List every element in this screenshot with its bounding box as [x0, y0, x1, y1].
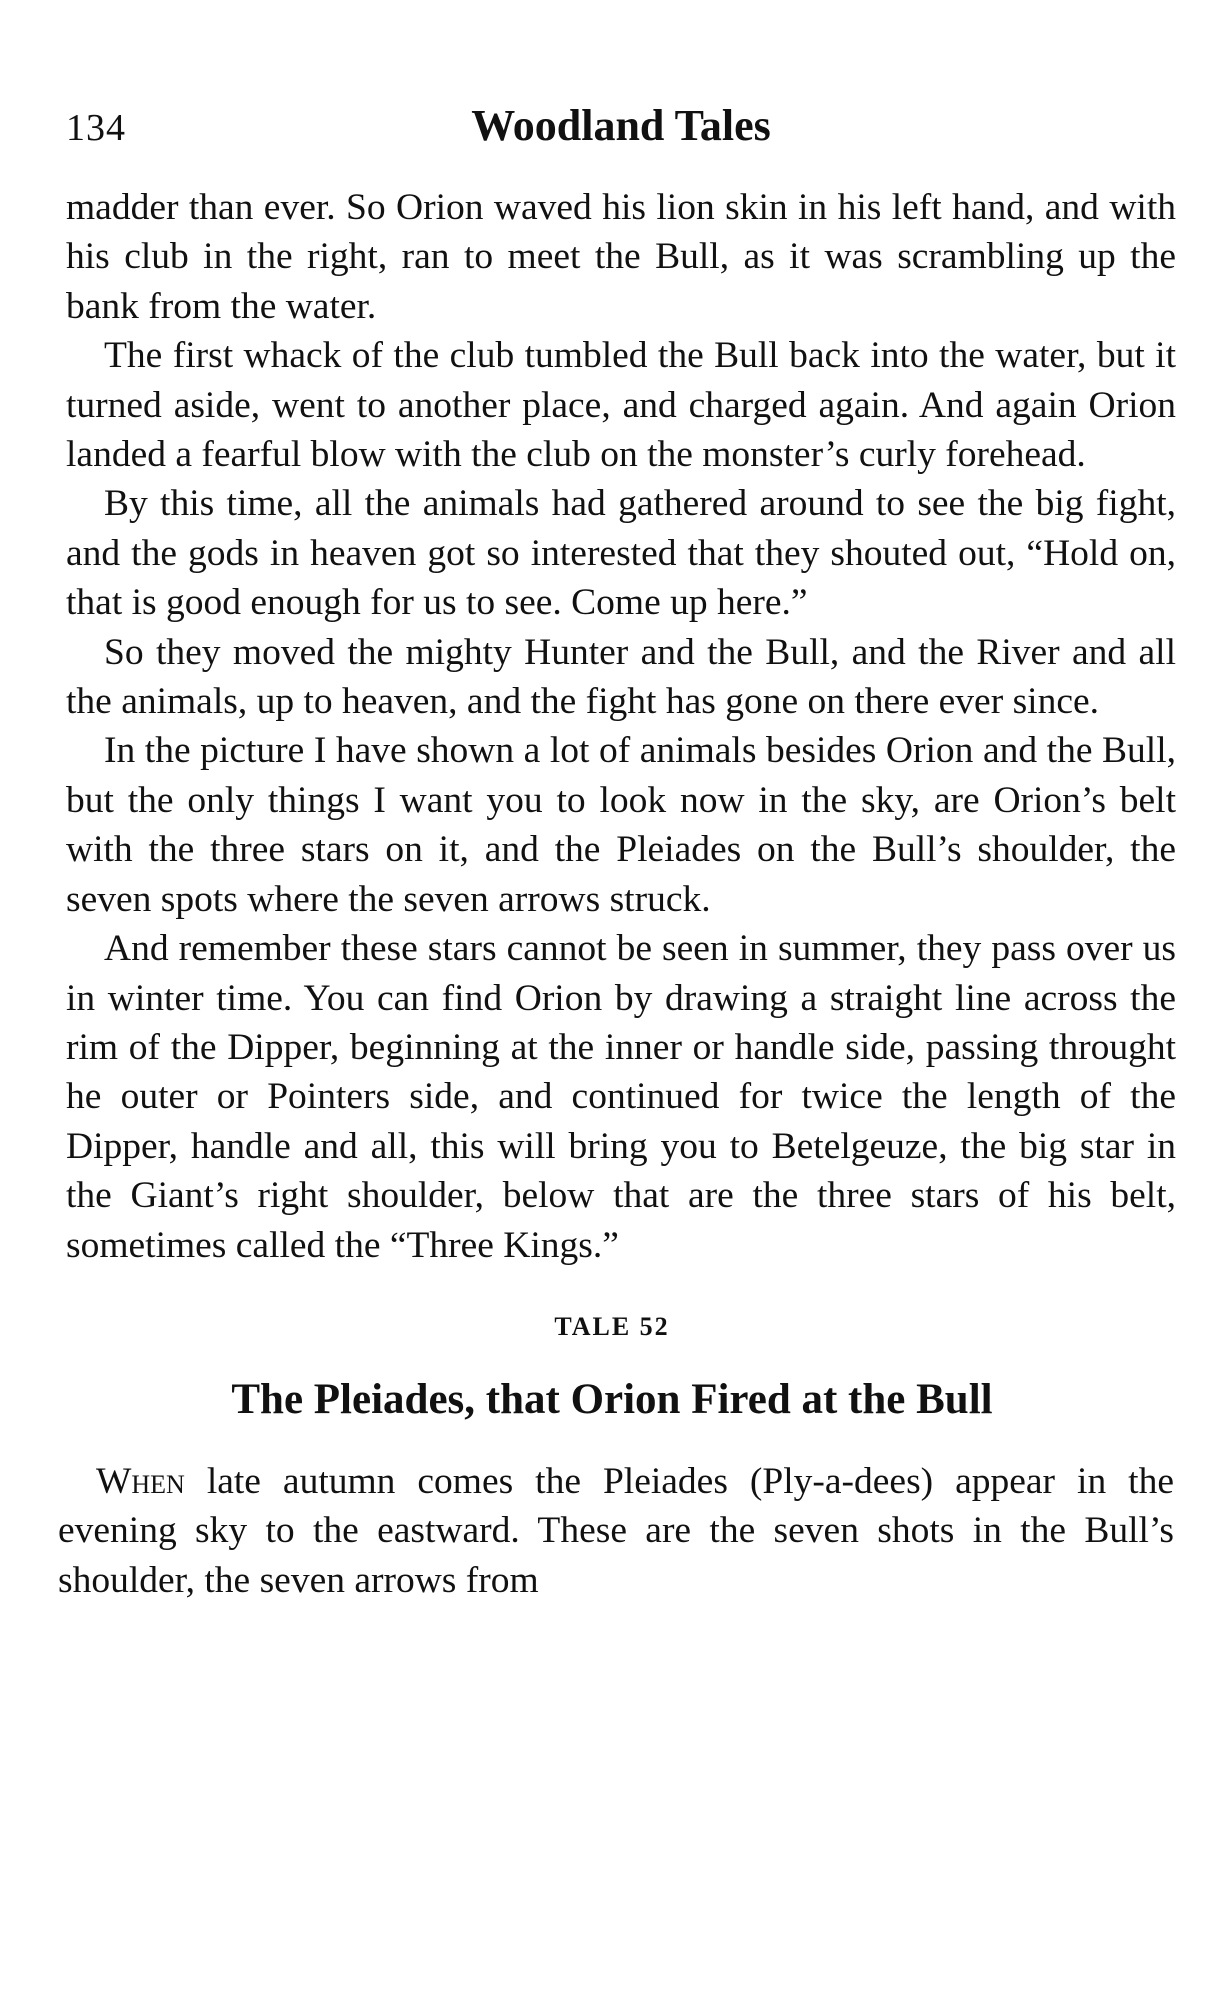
running-title: Woodland Tales — [471, 101, 771, 150]
paragraph: In the picture I have shown a lot of animals besides Orion and the Bull, but the only things I want you to look now in the sky, are Orion’s belt with the three stars on it, and the Pleiades on the Bull’s shoulder, the seven spots where the seven arrows struck. — [66, 730, 1176, 920]
body-text — [66, 183, 1176, 1270]
tale-text — [58, 1457, 1174, 1605]
tale-opening-paragraph — [58, 1457, 1174, 1605]
paragraph: So they moved the mighty Hunter and the Bull, and the River and all the animals, up to heaven, and the fight has gone on there ever since. — [66, 631, 1176, 723]
paragraph: And remember these stars cannot be seen in summer, they pass over us in winter time. You can find Orion by drawing a straight line across the rim of the Dipper, beginning at the inner or handle side, passing throught he outer or Pointers side, and continued for twice the length of the Dipper, handle and all, this will bring you to Betelgeuze, the big star in the Giant’s right shoulder, below that are the three stars of his belt, sometimes called the “Three Kings.” — [66, 928, 1176, 1266]
opening-word: When — [96, 1461, 185, 1502]
tale-title: The Pleiades, that Orion Fired at the Bull — [231, 1376, 993, 1423]
paragraph: By this time, all the animals had gathered around to see the big fight, and the gods in heaven got so interested that they shouted out, “Hold on, that is good enough for us to see. Come up here.” — [66, 483, 1176, 624]
opening-text: late autumn comes the Pleiades (Ply-a-dees) appear in the evening sky to the eastward. These are the seven shots in the Bull’s shoulder, the seven arrows from — [58, 1461, 1174, 1601]
tale-number: TALE 52 — [554, 1312, 670, 1341]
page-header — [66, 100, 1176, 160]
paragraph-continued: madder than ever. So Orion waved his lion skin in his left hand, and with his club in the right, ran to meet the Bull, as it was scrambling up the bank from the water. — [66, 187, 1176, 327]
paragraph: The first whack of the club tumbled the Bull back into the water, but it turned aside, went to another place, and charged again. And again Orion landed a fearful blow with the club on the monster’s curly forehead. — [66, 335, 1176, 476]
page-number: 134 — [66, 107, 126, 149]
